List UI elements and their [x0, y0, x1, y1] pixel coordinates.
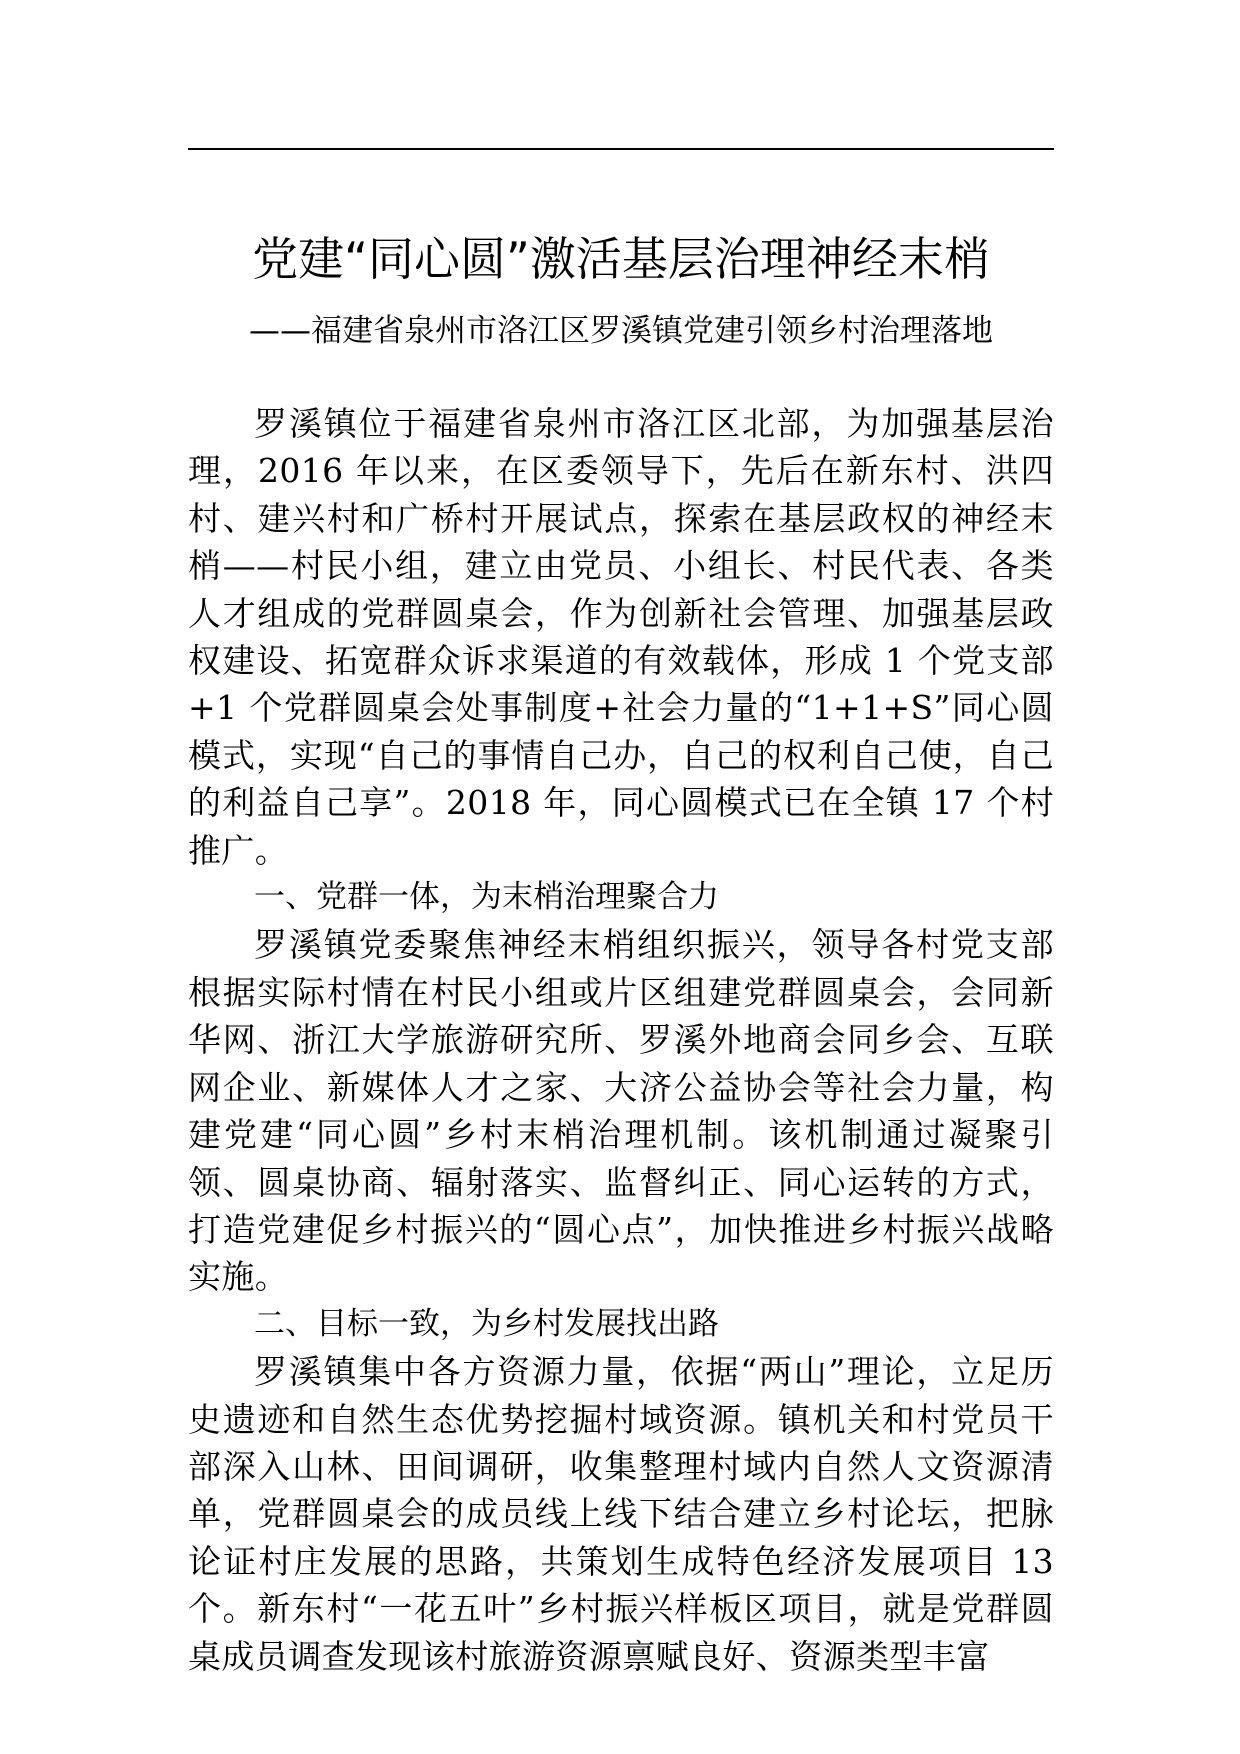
intro-paragraph: 罗溪镇位于福建省泉州市洛江区北部，为加强基层治理，2016 年以来，在区委领导下，先后在新东村、洪四村、建兴村和广桥村开展试点，探索在基层政权的神经末梢——村民小组，建立由党员、小组长、村民代表、各类人才组成的党群圆桌会，作为创新社会管理、加强基层政权建设、拓宽群众诉求渠道的有效载体，形成 1 个党支部+1 个党群圆桌会处事制度+社会力量的“1+1+S”同心圆模式，实现“自己的事情自己办，自己的权利自己使，自己的利益自己享”。2018 年，同心圆模式已在全镇 17 个村推广。	[188, 404, 1054, 870]
section-1-heading: 一、党群一体，为末梢治理聚合力	[254, 879, 719, 916]
document-subtitle: ——福建省泉州市洛江区罗溪镇党建引领乡村治理落地	[249, 313, 993, 349]
section-2-paragraph: 罗溪镇集中各方资源力量，依据“两山”理论，立足历史遗迹和自然生态优势挖掘村域资源。镇机关和村党员干部深入山林、田间调研，收集整理村域内自然人文资源清单，党群圆桌会的成员线上线下结合建立乡村论坛，把脉论证村庄发展的思路，共策划生成特色经济发展项目 13 个。新东村“一花五叶”乡村振兴样板区项目，就是党群圆桌成员调查发现该村旅游资源禀赋良好、资源类型丰富	[188, 1352, 1054, 1676]
section-1-paragraph: 罗溪镇党委聚焦神经末梢组织振兴，领导各村党支部根据实际村情在村民小组或片区组建党群圆桌会，会同新华网、浙江大学旅游研究所、罗溪外地商会同乡会、互联网企业、新媒体人才之家、大济公益协会等社会力量，构建党建“同心圆”乡村末梢治理机制。该机制通过凝聚引领、圆桌协商、辐射落实、监督纠正、同心运转的方式，打造党建促乡村振兴的“圆心点”，加快推进乡村振兴战略实施。	[188, 925, 1054, 1297]
document-title: 党建“同心圆”激活基层治理神经末梢	[252, 232, 990, 286]
header-rule	[188, 148, 1054, 150]
document-body	[188, 400, 1054, 1680]
section-2-heading: 二、目标一致，为乡村发展找出路	[254, 1305, 719, 1342]
